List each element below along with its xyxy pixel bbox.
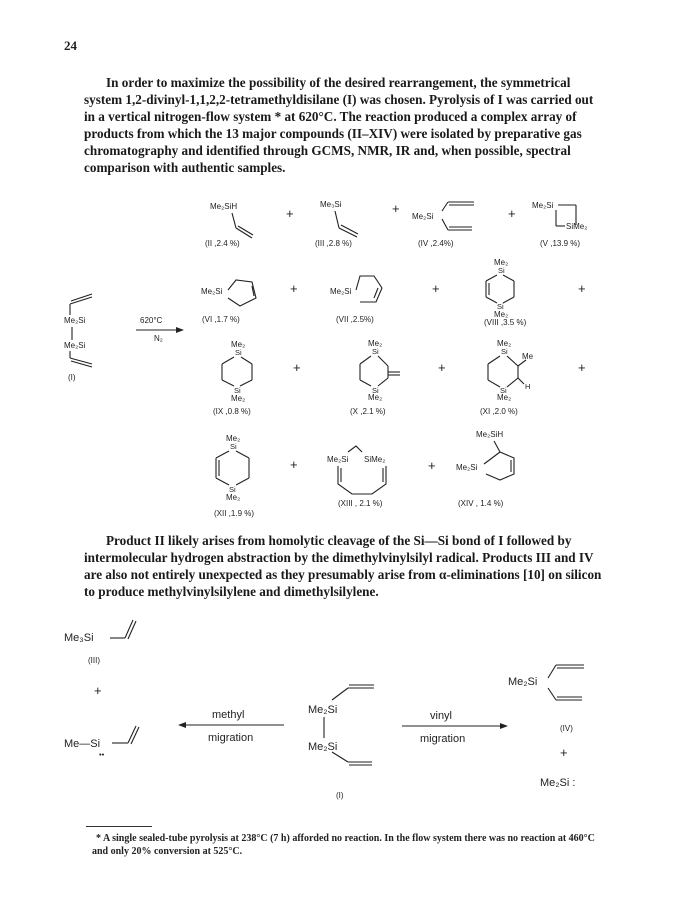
label-VII: (VII ,2.5%)	[336, 315, 374, 324]
group-label: Me₃Si	[64, 632, 94, 644]
group-label: SiMe₂	[364, 455, 386, 464]
group-label: Si	[230, 442, 237, 451]
plus-sign: +	[286, 206, 294, 221]
footnote-rule	[86, 826, 152, 827]
label-VIII: (VIII ,3.5 %)	[484, 318, 527, 327]
arrow-label: migration	[208, 732, 254, 744]
arrow-label: methyl	[212, 709, 245, 721]
plus-sign: +	[290, 281, 298, 296]
label-X: (X ,2.1 %)	[350, 407, 386, 416]
intro-paragraph: In order to maximize the possibility of the desired rearrangement, the symmetrical system 1,2-divinyl-1,1,2,2-tetramethyldisilane (I) was chosen. Pyrolysis of I was carried out in a vertical nitrogen-flow system * at 620°C. The reaction produced a complex array of products from which the 13 major compounds (II–XIV) were isolated by preparative gas chromatography and identified through GCMS, NMR, IR and, when possible, spectral comparison with authentic samples.	[84, 75, 594, 175]
label-II: (II ,2.4 %)	[205, 239, 240, 248]
label-I: (I)	[336, 791, 344, 800]
group-label: Me₂Si	[412, 212, 434, 221]
group-label: Me₂Si	[201, 287, 223, 296]
page-number: 24	[64, 38, 77, 53]
group-label: Me₂Si	[64, 316, 86, 325]
label-XI: (XI ,2.0 %)	[480, 407, 518, 416]
group-label: Me₂	[497, 339, 512, 348]
group-label: Si	[235, 348, 242, 357]
group-label: Me₃Si	[320, 200, 342, 209]
plus-sign: +	[508, 206, 516, 221]
group-label: Me₂Si	[508, 676, 538, 688]
scheme2-IV	[508, 665, 584, 700]
label-V: (V ,13.9 %)	[540, 239, 581, 248]
group-label: Me₂	[226, 493, 241, 502]
discussion-paragraph: Product II likely arises from homolytic cleavage of the Si—Si bond of I followed by intermolecular hydrogen abstraction by the dimethylvinylsilyl radical. Products III and IV are also not entirely unexpected as they presumably arise from α-eliminations [10] on silicon to produce methylvinylsilylene and dimethylsilylene.	[84, 533, 602, 599]
label-IV: (IV ,2.4%)	[418, 239, 454, 248]
plus-sign: +	[392, 201, 400, 216]
group-label: Me₂	[231, 340, 246, 349]
label-XIV: (XIV , 1.4 %)	[458, 499, 504, 508]
group-label: Me₂Si	[532, 201, 554, 210]
arrow-methyl-migration	[178, 709, 284, 744]
group-label: SiMe₂	[566, 222, 588, 231]
group-label: Me₂Si	[64, 341, 86, 350]
group-label: Me₂	[497, 393, 512, 402]
silylene-dots: ••	[99, 750, 105, 759]
dimethylsilylene: Me₂Si :	[540, 777, 576, 789]
label-IV: (IV)	[560, 724, 573, 733]
label-XII: (XII ,1.9 %)	[214, 509, 255, 518]
group-label: Me₂Si	[330, 287, 352, 296]
plus-sign: +	[578, 360, 586, 375]
arrow-label: vinyl	[430, 710, 453, 722]
group-label: Me₂Si	[456, 463, 478, 472]
group-label: Me—Si	[64, 738, 101, 750]
label-reactant-I: (I)	[68, 373, 76, 382]
arrow-vinyl-migration	[402, 710, 508, 745]
condition-temperature: 620°C	[140, 316, 163, 325]
group-label: Me₂Si	[308, 704, 338, 716]
group-label: Si	[498, 266, 505, 275]
plus-sign: +	[560, 745, 568, 760]
plus-sign: +	[94, 683, 102, 698]
group-label: Me₂Si	[327, 455, 349, 464]
group-label: Si	[501, 347, 508, 356]
scheme2-methylvinylsilylene	[64, 726, 139, 759]
group-label: Me₂	[368, 339, 383, 348]
group-label: Me₂SiH	[476, 430, 504, 439]
plus-sign: +	[578, 281, 586, 296]
group-label: Me₂	[231, 394, 246, 403]
condition-gas: N₂	[154, 334, 163, 343]
label-VI: (VI ,1.7 %)	[202, 315, 240, 324]
group-label: Me₂	[368, 393, 383, 402]
group-label: Si	[372, 386, 379, 395]
footnote: * A single sealed-tube pyrolysis at 238°C (7 h) afforded no reaction. In the flow system there was no reaction at 460°C and only 20% conversion at 525°C.	[92, 833, 595, 857]
scheme2-reactant-I	[308, 685, 374, 765]
group-label: Me₂	[494, 310, 509, 319]
group-label: H	[525, 382, 531, 391]
plus-sign: +	[290, 457, 298, 472]
plus-sign: +	[293, 360, 301, 375]
group-label: Si	[500, 386, 507, 395]
group-label: Si	[229, 485, 236, 494]
group-label: Me₂	[226, 434, 241, 443]
group-label: Me₂	[494, 258, 509, 267]
plus-sign: +	[428, 458, 436, 473]
group-label: Me₂Si	[308, 741, 338, 753]
arrow-label: migration	[420, 733, 466, 745]
plus-sign: +	[432, 281, 440, 296]
plus-sign: +	[438, 360, 446, 375]
group-label: Si	[372, 347, 379, 356]
label-XIII: (XIII , 2.1 %)	[338, 499, 383, 508]
group-label: Me	[522, 352, 534, 361]
group-label: Me₂SiH	[210, 202, 238, 211]
label-IX: (IX ,0.8 %)	[213, 407, 251, 416]
scheme2-III	[64, 620, 136, 644]
label-III: (III)	[88, 656, 100, 665]
group-label: Si	[497, 302, 504, 311]
group-label: Si	[234, 386, 241, 395]
label-III: (III ,2.8 %)	[315, 239, 352, 248]
